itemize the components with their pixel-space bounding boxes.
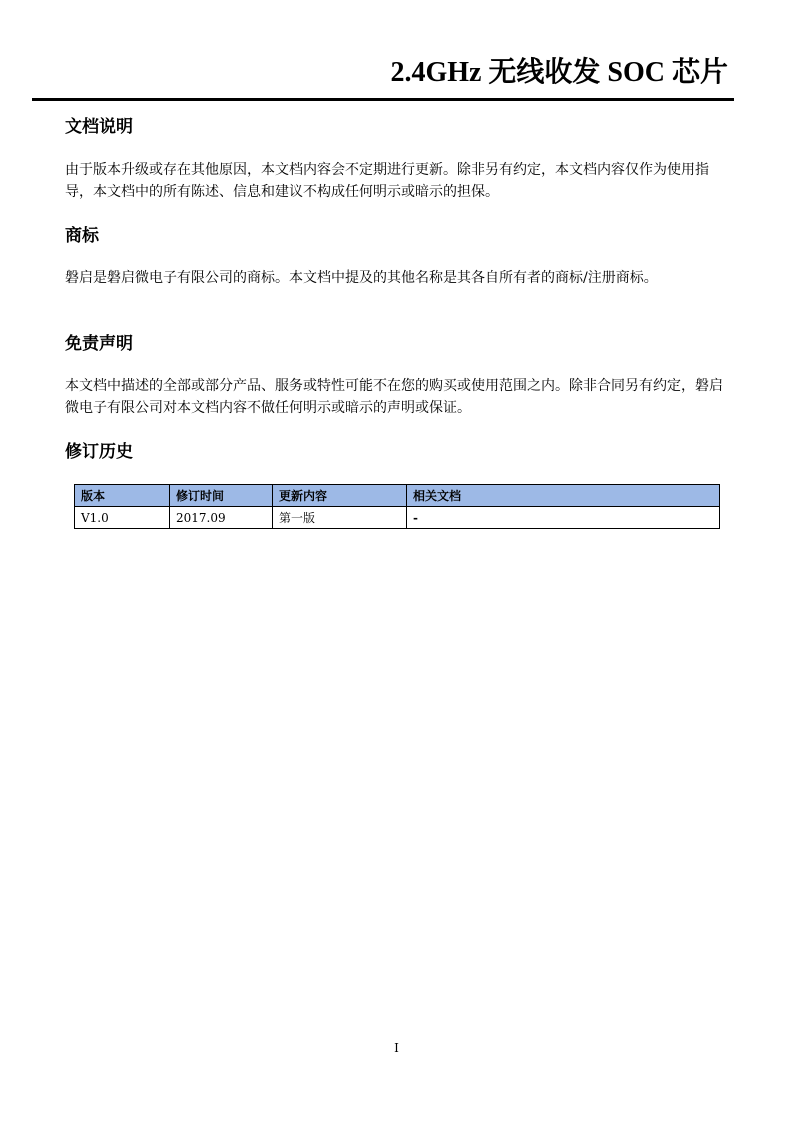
table-row — [75, 507, 720, 529]
column-header-update-content: 更新内容 — [273, 485, 407, 507]
section-heading-revision-history: 修订历史 — [65, 442, 133, 462]
section-body-disclaimer: 本文档中描述的全部或部分产品、服务或特性可能不在您的购买或使用范围之内。除非合同另有约定，磐启微电子有限公司对本文档内容不做任何明示或暗示的声明或保证。 — [65, 378, 723, 416]
section-heading-doc-note: 文档说明 — [65, 117, 133, 137]
document-title: 2.4GHz 无线收发 SOC 芯片 — [390, 57, 728, 88]
table-header-row — [75, 485, 720, 507]
column-header-version: 版本 — [75, 485, 170, 507]
revision-history-table — [74, 484, 720, 529]
column-header-revision-date: 修订时间 — [170, 485, 273, 507]
column-header-related-docs: 相关文档 — [407, 485, 720, 507]
section-heading-trademark: 商标 — [65, 226, 99, 246]
section-heading-disclaimer: 免责声明 — [65, 334, 133, 354]
cell-update-content: 第一版 — [273, 507, 407, 529]
page-header — [32, 52, 734, 101]
section-body-trademark: 磐启是磐启微电子有限公司的商标。本文档中提及的其他名称是其各自所有者的商标/注册商标。 — [65, 270, 658, 286]
section-body-doc-note: 由于版本升级或存在其他原因，本文档内容会不定期进行更新。除非另有约定，本文档内容仅作为使用指导，本文档中的所有陈述、信息和建议不构成任何明示或暗示的担保。 — [65, 162, 709, 200]
cell-related-docs: - — [407, 507, 720, 529]
page-number: I — [394, 1041, 399, 1055]
cell-revision-date: 2017.09 — [170, 507, 273, 529]
cell-version: V1.0 — [75, 507, 170, 529]
